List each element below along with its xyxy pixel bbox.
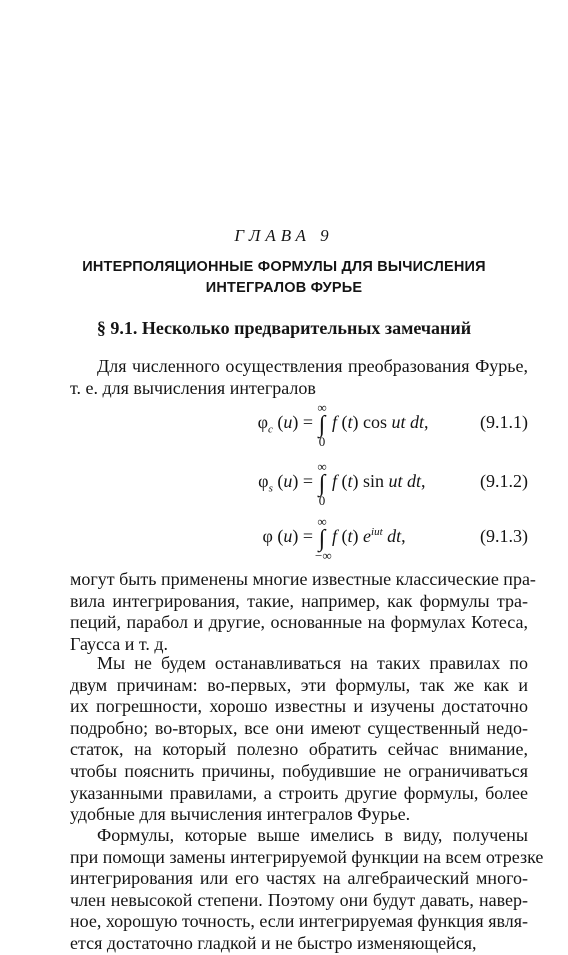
integral-lower-limit: 0 xyxy=(318,434,326,449)
chapter-title-line: ИНТЕГРАЛОВ ФУРЬЕ xyxy=(205,280,363,296)
integral-sign: ∞ ∫ 0 xyxy=(315,461,329,507)
formula-9-1-2 xyxy=(70,457,528,508)
text-line: при помощи замены интегрируемой функции на всем отрезке xyxy=(70,846,544,867)
chapter-title xyxy=(60,257,508,299)
equation-number: (9.1.1) xyxy=(480,412,528,432)
text-line: Гаусса и т. д. xyxy=(70,633,169,654)
integral-upper-limit: ∞ xyxy=(317,459,327,474)
text-line: чтобы пояснить причины, побудившие не ограничиваться xyxy=(70,760,528,781)
body-paragraph xyxy=(70,653,528,826)
integral-sign: ∞ ∫ −∞ xyxy=(315,514,332,563)
text-line: указанными правилами, а строить другие формулы, более xyxy=(70,782,528,803)
chapter-title-line: ИНТЕРПОЛЯЦИОННЫЕ ФОРМУЛЫ ДЛЯ ВЫЧИСЛЕНИЯ xyxy=(82,259,486,275)
text-line: ется достаточно гладкой и не быстро изменяющейся, xyxy=(70,932,477,953)
section-title: § 9.1. Несколько предварительных замечаний xyxy=(96,318,472,338)
text-line: ное, хорошую точность, если интегрируемая функция явля- xyxy=(70,911,528,932)
text-line: пеций, парабол и другие, основанные на формулах Котеса, xyxy=(70,612,528,633)
text-line: Формулы, которые выше имелись в виду, получены xyxy=(97,825,528,845)
integral-upper-limit: ∞ xyxy=(317,400,327,415)
formula-lhs: $\varphi_s$ (u) = xyxy=(258,471,313,495)
integral-upper-limit: ∞ xyxy=(317,514,327,529)
integral-lower-limit: 0 xyxy=(318,493,326,508)
body-paragraph xyxy=(70,569,536,655)
equation-number: (9.1.2) xyxy=(480,471,528,491)
chapter-label: ГЛАВА 9 xyxy=(234,226,334,245)
integral-lower-limit: −∞ xyxy=(315,548,332,563)
text-line: их погрешности, хорошо известны и изучены достаточно xyxy=(70,696,528,717)
equation-number: (9.1.3) xyxy=(480,526,528,546)
text-line: двум причинам: во-первых, эти формулы, так же как и xyxy=(70,674,528,695)
text-line: Мы не будем останавливаться на таких правилах по xyxy=(97,653,528,673)
text-line: т. е. для вычисления интегралов xyxy=(70,377,316,398)
formula-rhs: f (t) cos ut dt, xyxy=(332,412,429,432)
integral-sign: ∞ ∫ 0 xyxy=(315,402,329,448)
body-paragraph xyxy=(70,825,544,955)
formula-lhs: $\varphi_c$ (u) = xyxy=(257,412,313,436)
text-line: Для численного осуществления преобразования Фурье, xyxy=(97,356,528,376)
text-line: член невысокой степени. Поэтому они будут давать, навер- xyxy=(70,889,528,910)
text-line: вила интегрирования, такие, например, как формулы тра- xyxy=(70,590,528,611)
text-line: подробно; во-вторых, все они имеют существенный недо- xyxy=(70,717,528,738)
text-line: интегрирования или его частях на алгебраический много- xyxy=(70,868,528,889)
text-line: могут быть применены многие известные классические пра- xyxy=(70,569,536,589)
formula-9-1-1 xyxy=(70,398,528,449)
text-line: удобные для вычисления интегралов Фурье. xyxy=(70,804,411,825)
formula-rhs: f (t) $e^{iut}$ dt, xyxy=(332,526,406,546)
text-line: статок, на который полезно обратить сейчас внимание, xyxy=(70,739,528,760)
formula-rhs: f (t) sin ut dt, xyxy=(332,471,426,491)
formula-lhs: φ (u) = xyxy=(262,526,313,546)
formula-9-1-3 xyxy=(70,512,528,563)
intro-paragraph xyxy=(70,356,528,399)
